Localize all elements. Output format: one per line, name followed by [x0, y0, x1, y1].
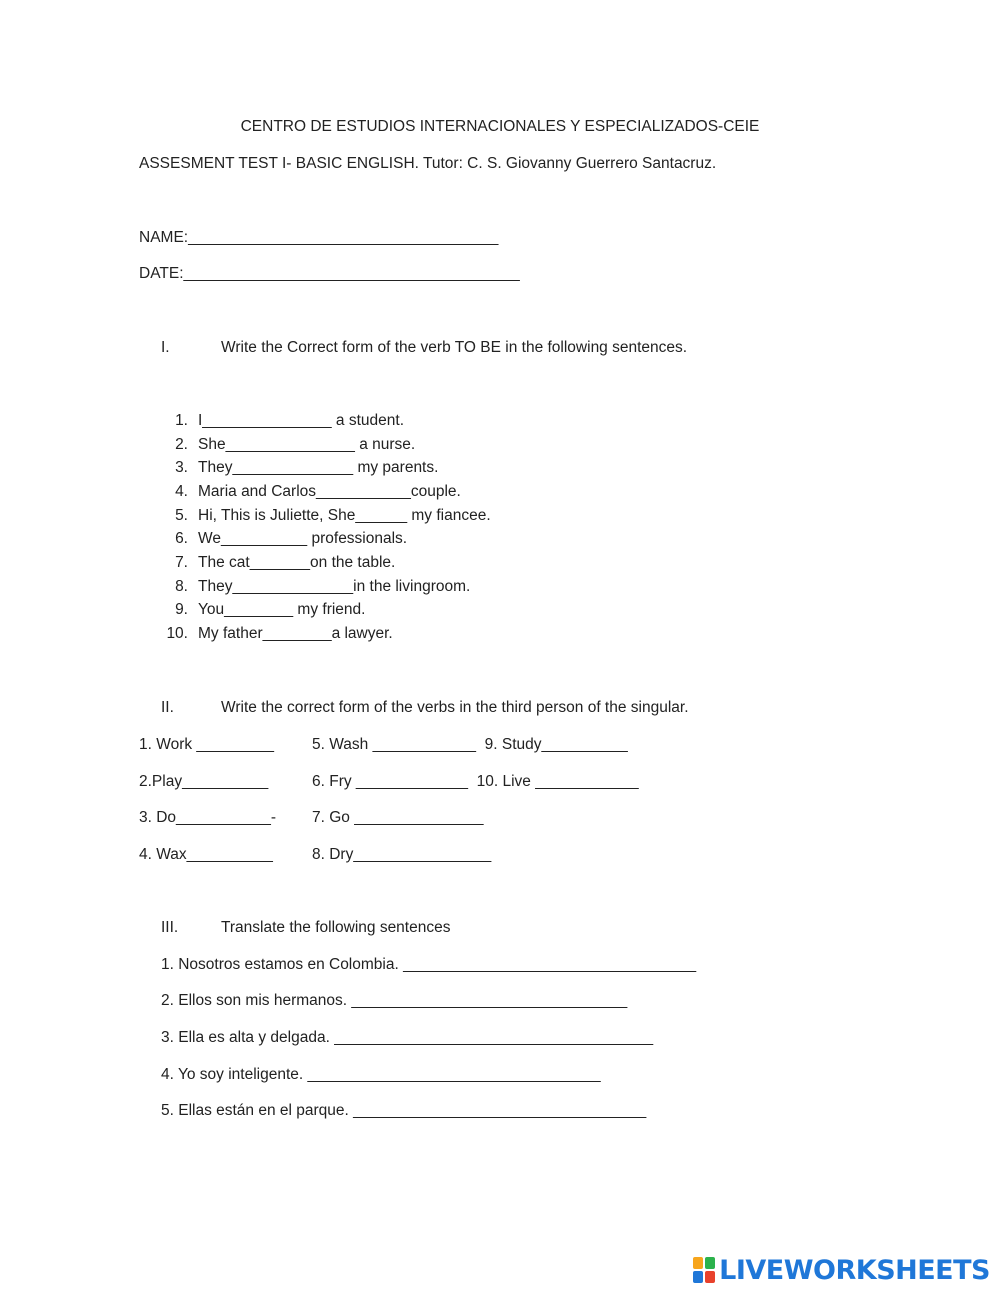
list-item[interactable]: 1. I_______________ a student.	[175, 412, 404, 429]
list-item[interactable]: 9. You________ my friend.	[175, 601, 366, 618]
logo-square-4	[705, 1271, 715, 1283]
verb-item[interactable]: 7. Go _______________	[312, 809, 484, 826]
list-item[interactable]: 10. My father________a lawyer.	[166, 625, 393, 642]
translate-item[interactable]: 4. Yo soy inteligente. __________________________________	[161, 1066, 601, 1083]
verb-item[interactable]: 8. Dry________________	[312, 846, 492, 863]
verb-item[interactable]: 1. Work _________	[139, 736, 275, 753]
section1-numeral: I.	[161, 339, 170, 356]
section1-instruction: Write the Correct form of the verb TO BE in the following sentences.	[221, 339, 688, 356]
date-field[interactable]: DATE:_______________________________________	[139, 265, 520, 282]
section3-numeral: III.	[161, 919, 179, 936]
section2-instruction: Write the correct form of the verbs in the third person of the singular.	[221, 699, 689, 716]
list-item[interactable]: 3. They______________ my parents.	[175, 459, 439, 476]
translate-item[interactable]: 2. Ellos son mis hermanos. ________________________________	[161, 992, 628, 1009]
list-item[interactable]: 4. Maria and Carlos___________couple.	[175, 483, 461, 500]
section2-numeral: II.	[161, 699, 174, 716]
list-item[interactable]: 6. We__________ professionals.	[175, 530, 408, 547]
institution-title: CENTRO DE ESTUDIOS INTERNACIONALES Y ESPECIALIZADOS-CEIE	[240, 118, 760, 135]
liveworksheets-logo	[693, 1256, 990, 1284]
verb-item[interactable]: 3. Do___________-	[139, 809, 277, 826]
list-item[interactable]: 8. They______________in the livingroom.	[175, 578, 471, 595]
liveworksheets-mark-icon	[693, 1257, 715, 1283]
list-item[interactable]: 2. She_______________ a nurse.	[175, 436, 416, 453]
verb-item[interactable]: 4. Wax__________	[139, 846, 273, 863]
logo-square-3	[693, 1271, 703, 1283]
list-item[interactable]: 5. Hi, This is Juliette, She______ my fiancee.	[175, 507, 491, 524]
logo-text: LIVEWORKSHEETS	[719, 1254, 990, 1286]
verb-item[interactable]: 6. Fry _____________ 10. Live ____________	[312, 773, 639, 790]
section3-instruction: Translate the following sentences	[221, 919, 451, 936]
logo-square-1	[693, 1257, 703, 1269]
verb-item[interactable]: 2.Play__________	[139, 773, 269, 790]
translate-item[interactable]: 3. Ella es alta y delgada. _____________________________________	[161, 1029, 654, 1046]
name-field[interactable]: NAME:____________________________________	[139, 229, 499, 246]
logo-square-2	[705, 1257, 715, 1269]
verb-item[interactable]: 5. Wash ____________ 9. Study__________	[312, 736, 628, 753]
translate-item[interactable]: 5. Ellas están en el parque. __________________________________	[161, 1102, 647, 1119]
translate-item[interactable]: 1. Nosotros estamos en Colombia. __________________________________	[161, 956, 697, 973]
list-item[interactable]: 7. The cat_______on the table.	[175, 554, 396, 571]
test-title: ASSESMENT TEST I- BASIC ENGLISH. Tutor: C. S. Giovanny Guerrero Santacruz.	[139, 155, 717, 172]
